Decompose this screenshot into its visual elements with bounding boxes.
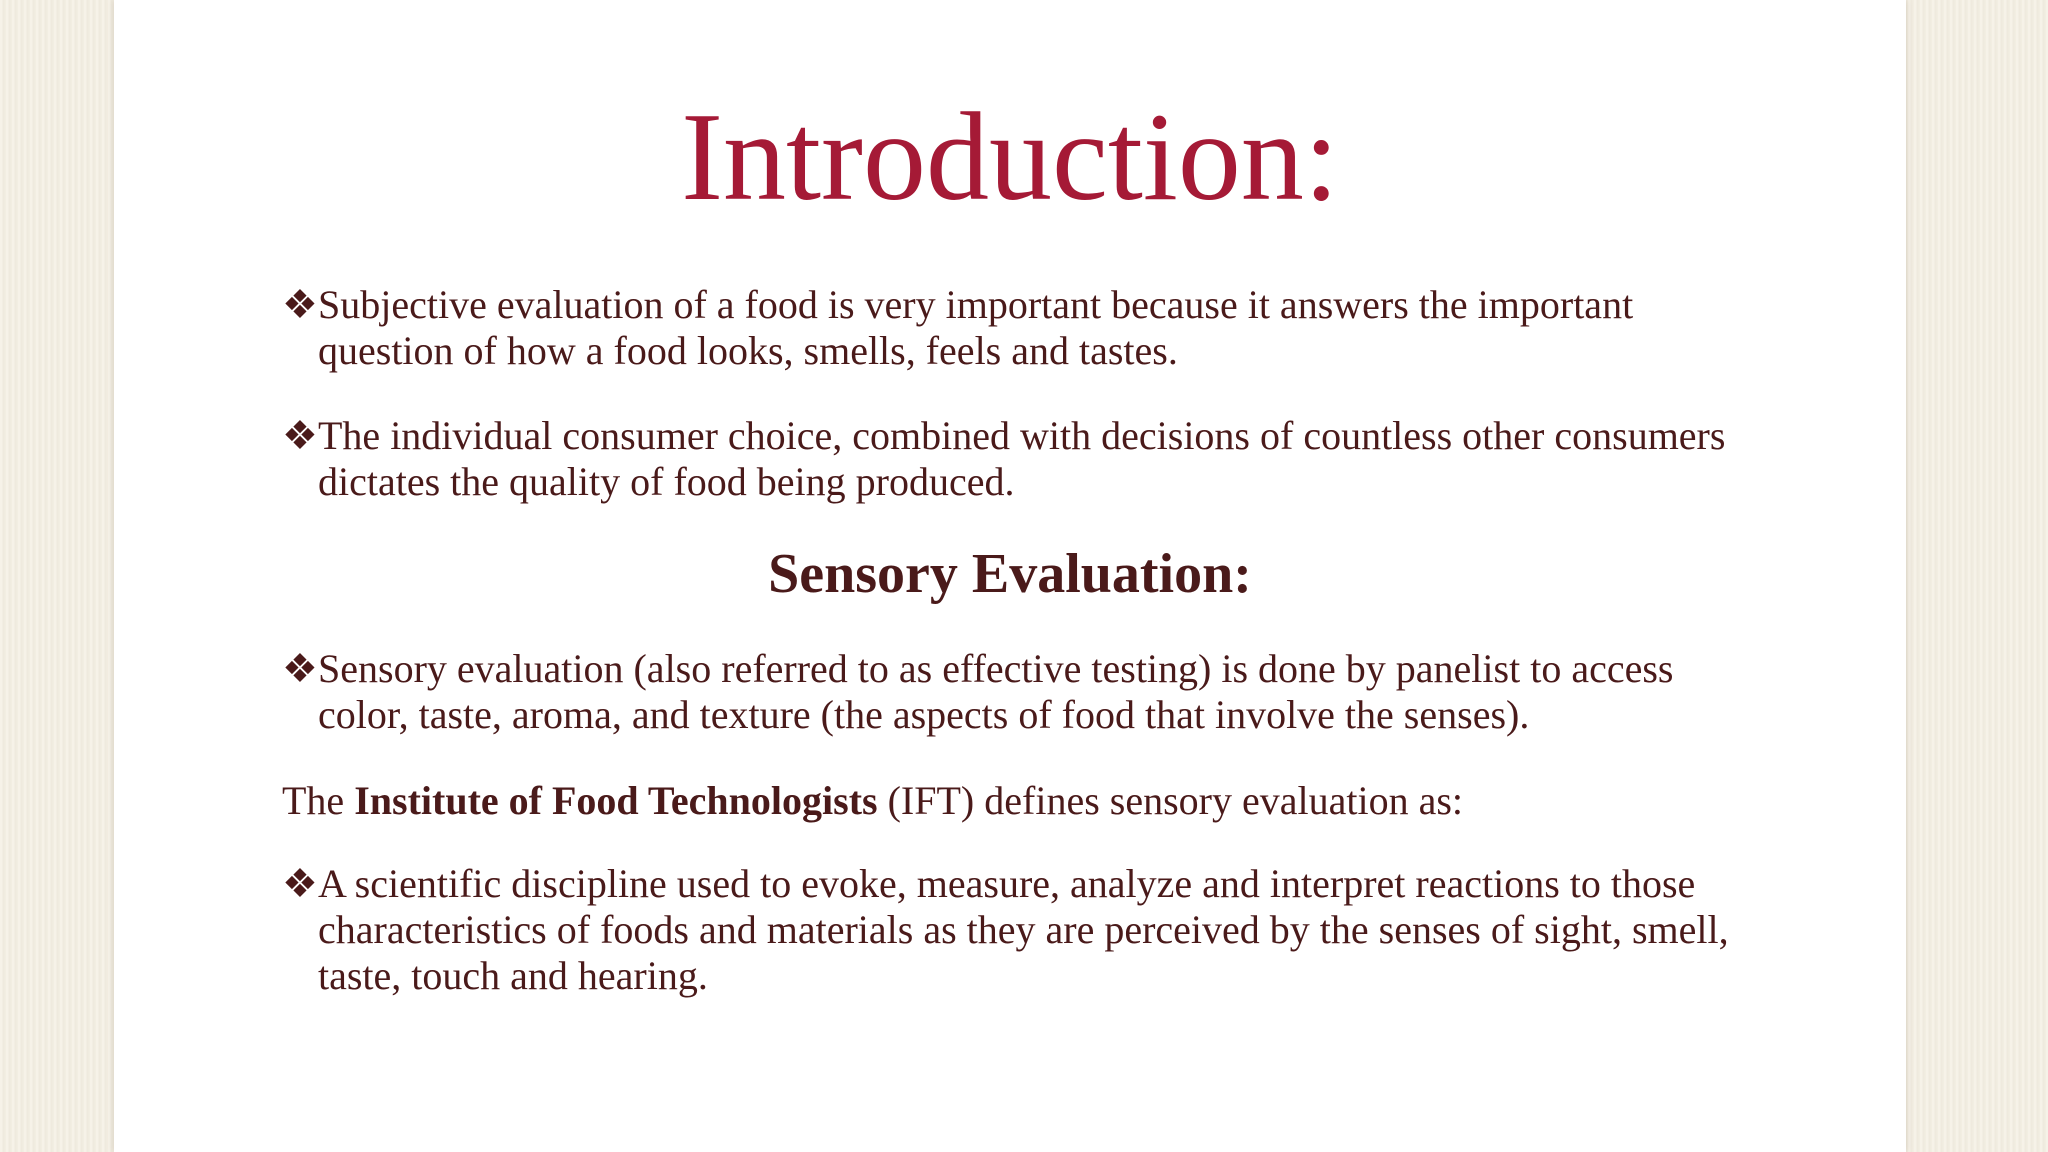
slide bbox=[114, 0, 1906, 1152]
diamond-bullet-icon: ❖ bbox=[282, 646, 318, 691]
bullet-item bbox=[282, 413, 1732, 505]
ift-suffix: (IFT) defines sensory evaluation as: bbox=[877, 778, 1463, 823]
bullet-item bbox=[282, 282, 1732, 374]
bullet-text: The individual consumer choice, combined with decisions of countless other consumers dictates the quality of food being produced. bbox=[318, 413, 1726, 504]
bullet-text: Subjective evaluation of a food is very important because it answers the important question of how a food looks, smells, feels and tastes. bbox=[318, 282, 1634, 373]
ift-prefix: The bbox=[282, 778, 355, 823]
bullet-item bbox=[282, 646, 1732, 738]
ift-organization-name: Institute of Food Technologists bbox=[354, 778, 878, 823]
bullet-item bbox=[282, 861, 1732, 999]
ift-definition-intro bbox=[282, 778, 1732, 824]
diamond-bullet-icon: ❖ bbox=[282, 282, 318, 327]
slide-title: Introduction: bbox=[681, 88, 1339, 227]
diamond-bullet-icon: ❖ bbox=[282, 861, 318, 906]
section-heading: Sensory Evaluation: bbox=[768, 543, 1252, 605]
bullet-text: A scientific discipline used to evoke, measure, analyze and interpret reactions to those characteristics of foods and materials as they are perceived by the senses of sight, smell, taste, touch and hearing. bbox=[318, 861, 1729, 998]
bullet-text: Sensory evaluation (also referred to as effective testing) is done by panelist to access color, taste, aroma, and texture (the aspects of food that involve the senses). bbox=[318, 646, 1674, 737]
diamond-bullet-icon: ❖ bbox=[282, 413, 318, 458]
